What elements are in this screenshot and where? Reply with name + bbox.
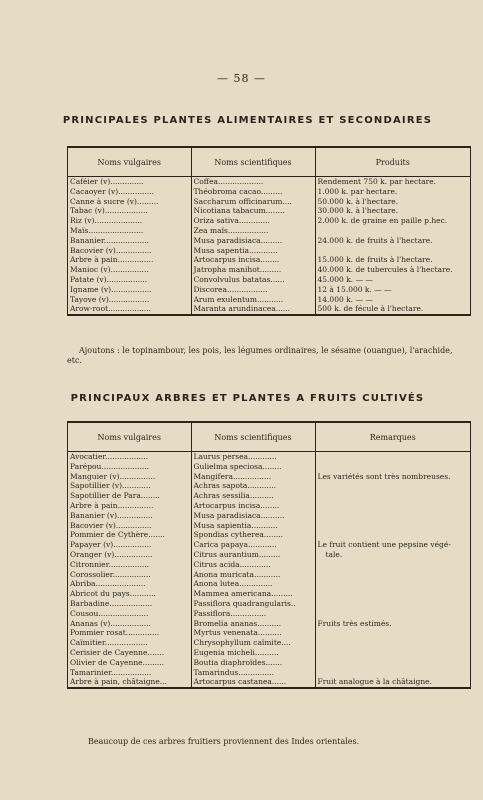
scientific-name-cell: Spondias cytherea........ (191, 530, 315, 540)
table-row (68, 462, 470, 472)
scientific-name-cell: Tamarindus............... (191, 668, 315, 678)
header-remarks: Remarques (315, 423, 470, 452)
scientific-name-cell: Convolvulus batatas...... (191, 275, 315, 285)
table2-note: Beaucoup de ces arbres fruitiers proviennent des Indes orientales. (88, 737, 360, 746)
remark-cell (315, 648, 470, 658)
table-row (68, 521, 470, 531)
table2-title: PRINCIPAUX ARBRES ET PLANTES A FRUITS CULTIVÉS (70, 393, 425, 404)
common-name-cell: Caféier (v).............. (68, 177, 191, 187)
table-row (68, 491, 470, 501)
table-row (68, 472, 470, 482)
table-row (68, 236, 470, 246)
product-cell: 45.000 k. — — (317, 274, 373, 284)
table1-note: Ajoutons : le topinambour, les pois, les légumes ordinaires, le sésame (ouangue), l'arachide, etc. (67, 346, 453, 365)
common-name-cell: Bacovier (v)............... (68, 521, 191, 531)
scientific-name-cell: Coffea................... (191, 177, 315, 187)
header-products: Produits (315, 148, 470, 177)
table-row (68, 226, 470, 236)
scientific-name-cell: Saccharum officinarum.... (191, 197, 315, 207)
remark-cell (315, 570, 470, 580)
common-name-cell: Tayove (v)................. (68, 295, 191, 305)
common-name-cell: Pommier rosat.............. (68, 628, 191, 638)
product-cell: 15.000 k. de fruits à l'hectare. (317, 255, 433, 265)
table-row (68, 511, 470, 521)
scientific-name-cell: Citrus acida............. (191, 560, 315, 570)
table-row (68, 501, 470, 511)
scientific-name-cell: Gulielma speciosa........ (191, 462, 315, 472)
remark-cell (315, 560, 470, 570)
scientific-name-cell: Musa sapentia............ (191, 246, 315, 256)
remark-cell (315, 521, 470, 531)
common-name-cell: Caïmitier.................. (68, 638, 191, 648)
page-number: — 58 — (217, 72, 266, 85)
remark-cell: Le fruit contient une pepsine végé- (317, 540, 451, 550)
scientific-name-cell: Passiflora............... (191, 609, 315, 619)
table-row (68, 658, 470, 668)
remark-cell (315, 668, 470, 678)
product-cell: 14.000 k. — — (317, 294, 373, 304)
table-row (68, 579, 470, 589)
remark-cell: tale. (325, 549, 343, 559)
remark-cell (315, 481, 470, 491)
common-name-cell: Sapotillier (v)............ (68, 481, 191, 491)
scientific-name-cell: Bromelia ananas.......... (191, 619, 315, 629)
product-cell: 500 k. de fécule à l'hectare. (317, 304, 424, 314)
product-cell: 50.000 k. à l'hectare. (317, 196, 399, 206)
scientific-name-cell: Mammea americana......... (191, 589, 315, 599)
common-name-cell: Pommier de Cythère....... (68, 530, 191, 540)
scientific-name-cell: Zea maïs................. (191, 226, 315, 236)
header-scientific-names: Noms scientifiques (191, 148, 315, 177)
common-name-cell: Manioc (v)................ (68, 265, 191, 275)
common-name-cell: Ananas (v)................. (68, 619, 191, 629)
remark-cell (315, 589, 470, 599)
common-name-cell: Sapotillier de Para........ (68, 491, 191, 501)
product-cell: 2.000 k. de graine en paille p.hec. (317, 216, 448, 226)
scientific-name-cell: Artocarpus incisa........ (191, 501, 315, 511)
remark-cell (315, 658, 470, 668)
remark-cell (315, 501, 470, 511)
common-name-cell: Abricot du pays........... (68, 589, 191, 599)
common-name-cell: Avocatier.................. (68, 452, 191, 462)
scientific-name-cell: Mangifera................ (191, 472, 315, 482)
common-name-cell: Cacaoyer (v)............... (68, 187, 191, 197)
scientific-name-cell: Maranta arundinacea...... (191, 304, 315, 314)
scientific-name-cell: Achras sessilia.......... (191, 491, 315, 501)
common-name-cell: Corossolier................ (68, 570, 191, 580)
table-row (68, 530, 470, 540)
scientific-name-cell: Citrus aurantium......... (191, 550, 315, 560)
scientific-name-cell: Myrtus venenata.......... (191, 628, 315, 638)
table-row (68, 285, 470, 295)
product-cell: 1.000 k. par hectare. (317, 186, 398, 196)
fruit-trees-table (67, 421, 471, 689)
table-row (68, 246, 470, 256)
remark-cell (315, 530, 470, 540)
product-cell: Rendement 750 k. par hectare. (317, 177, 437, 186)
table-row (68, 197, 470, 207)
remark-cell (315, 511, 470, 521)
remark-cell (315, 462, 470, 472)
remark-cell: Fruits très estimés. (317, 618, 392, 628)
table-row (68, 452, 470, 462)
remark-cell: Les variétés sont très nombreuses. (317, 471, 451, 481)
table-row (68, 668, 470, 678)
common-name-cell: Tabac (v).................. (68, 206, 191, 216)
common-name-cell: Tamarinier................. (68, 668, 191, 678)
header-common-names: Noms vulgaires (68, 148, 191, 177)
common-name-cell: Olivier de Cayenne......... (68, 658, 191, 668)
scientific-name-cell: Anona muricata........... (191, 570, 315, 580)
table-row (68, 638, 470, 648)
table-row (68, 677, 470, 687)
common-name-cell: Parépou.................... (68, 462, 191, 472)
common-name-cell: Oranger (v)................ (68, 550, 191, 560)
table-row (68, 206, 470, 216)
scientific-name-cell: Théobroma cacao......... (191, 187, 315, 197)
common-name-cell: Bananier (v)............... (68, 511, 191, 521)
common-name-cell: Riz (v).................... (68, 216, 191, 226)
common-name-cell: Bananier................... (68, 236, 191, 246)
remark-cell (315, 638, 470, 648)
product-cell: 24.000 k. de fruits à l'hectare. (317, 235, 433, 245)
scientific-name-cell: Nicotiana tabacum........ (191, 206, 315, 216)
scientific-name-cell: Jatropha manihot......... (191, 265, 315, 275)
common-name-cell: Bacovier (v)............... (68, 246, 191, 256)
table-row (68, 628, 470, 638)
table-row (68, 265, 470, 275)
scientific-name-cell: Passiflora quadrangularis.. (191, 599, 315, 609)
remark-cell (315, 579, 470, 589)
food-plants-body (68, 177, 470, 315)
common-name-cell: Maïs....................... (68, 226, 191, 236)
scientific-name-cell: Laurus persea............ (191, 452, 315, 462)
scientific-name-cell: Boutia diaphroïdes....... (191, 658, 315, 668)
common-name-cell: Patate (v)................. (68, 275, 191, 285)
product-cell (315, 246, 470, 256)
scientific-name-cell: Oriza sativa............. (191, 216, 315, 226)
common-name-cell: Arbre à pain, châtaigne... (68, 677, 191, 687)
product-cell: 30.000 k. à l'hectare. (317, 206, 399, 216)
remark-cell (315, 599, 470, 609)
common-name-cell: Arbre à pain............... (68, 255, 191, 265)
scientific-name-cell: Musa paradisiaca......... (191, 236, 315, 246)
scientific-name-cell: Musa paradisiaca.......... (191, 511, 315, 521)
table-row (68, 304, 470, 314)
table-row (68, 481, 470, 491)
common-name-cell: Abriba..................... (68, 579, 191, 589)
product-cell (315, 226, 470, 236)
scientific-name-cell: Artocarpus incisa........ (191, 255, 315, 265)
remark-cell: Fruit analogue à la châtaigne. (317, 677, 433, 687)
scientific-name-cell: Artocarpus castanea...... (191, 677, 315, 687)
common-name-cell: Citronnier................. (68, 560, 191, 570)
common-name-cell: Canne à sucre (v)......... (68, 197, 191, 207)
scientific-name-cell: Discorea................. (191, 285, 315, 295)
table-row (68, 275, 470, 285)
table-row (68, 550, 470, 560)
common-name-cell: Arbre à pain............... (68, 501, 191, 511)
scientific-name-cell: Anona lutea.............. (191, 579, 315, 589)
table-row (68, 570, 470, 580)
table-row (68, 609, 470, 619)
table-row (68, 560, 470, 570)
table-row (68, 187, 470, 197)
remark-cell (315, 491, 470, 501)
common-name-cell: Cerisier de Cayenne....... (68, 648, 191, 658)
scientific-name-cell: Chrysophyllum caïmite.... (191, 638, 315, 648)
header-scientific-names: Noms scientifiques (191, 423, 315, 452)
product-cell: 12 à 15.000 k. — — (317, 284, 392, 294)
remark-cell (315, 452, 470, 462)
food-plants-table (67, 146, 471, 316)
table-row (68, 216, 470, 226)
scientific-name-cell: Musa sapientia........... (191, 521, 315, 531)
table-row (68, 255, 470, 265)
common-name-cell: Arow-root.................. (68, 304, 191, 314)
common-name-cell: Cousou..................... (68, 609, 191, 619)
scientific-name-cell: Carica papaya............ (191, 540, 315, 550)
common-name-cell: Papayer (v)................ (68, 540, 191, 550)
scientific-name-cell: Eugenia micheli.......... (191, 648, 315, 658)
table-row (68, 648, 470, 658)
common-name-cell: Manguier (v)............... (68, 472, 191, 482)
common-name-cell: Barbadine.................. (68, 599, 191, 609)
remark-cell (315, 609, 470, 619)
scientific-name-cell: Arum exulentum........... (191, 295, 315, 305)
table-row (68, 295, 470, 305)
table-row (68, 540, 470, 550)
table-row (68, 599, 470, 609)
remark-cell (315, 628, 470, 638)
table-row (68, 177, 470, 187)
common-name-cell: Igname (v)................. (68, 285, 191, 295)
scientific-name-cell: Achras sapota............ (191, 481, 315, 491)
table-row (68, 589, 470, 599)
table-row (68, 619, 470, 629)
table1-title: PRINCIPALES PLANTES ALIMENTAIRES ET SECONDAIRES (62, 115, 433, 126)
header-common-names: Noms vulgaires (68, 423, 191, 452)
fruit-trees-body (68, 452, 470, 688)
product-cell: 40.000 k. de tubercules à l'hectare. (317, 265, 453, 275)
